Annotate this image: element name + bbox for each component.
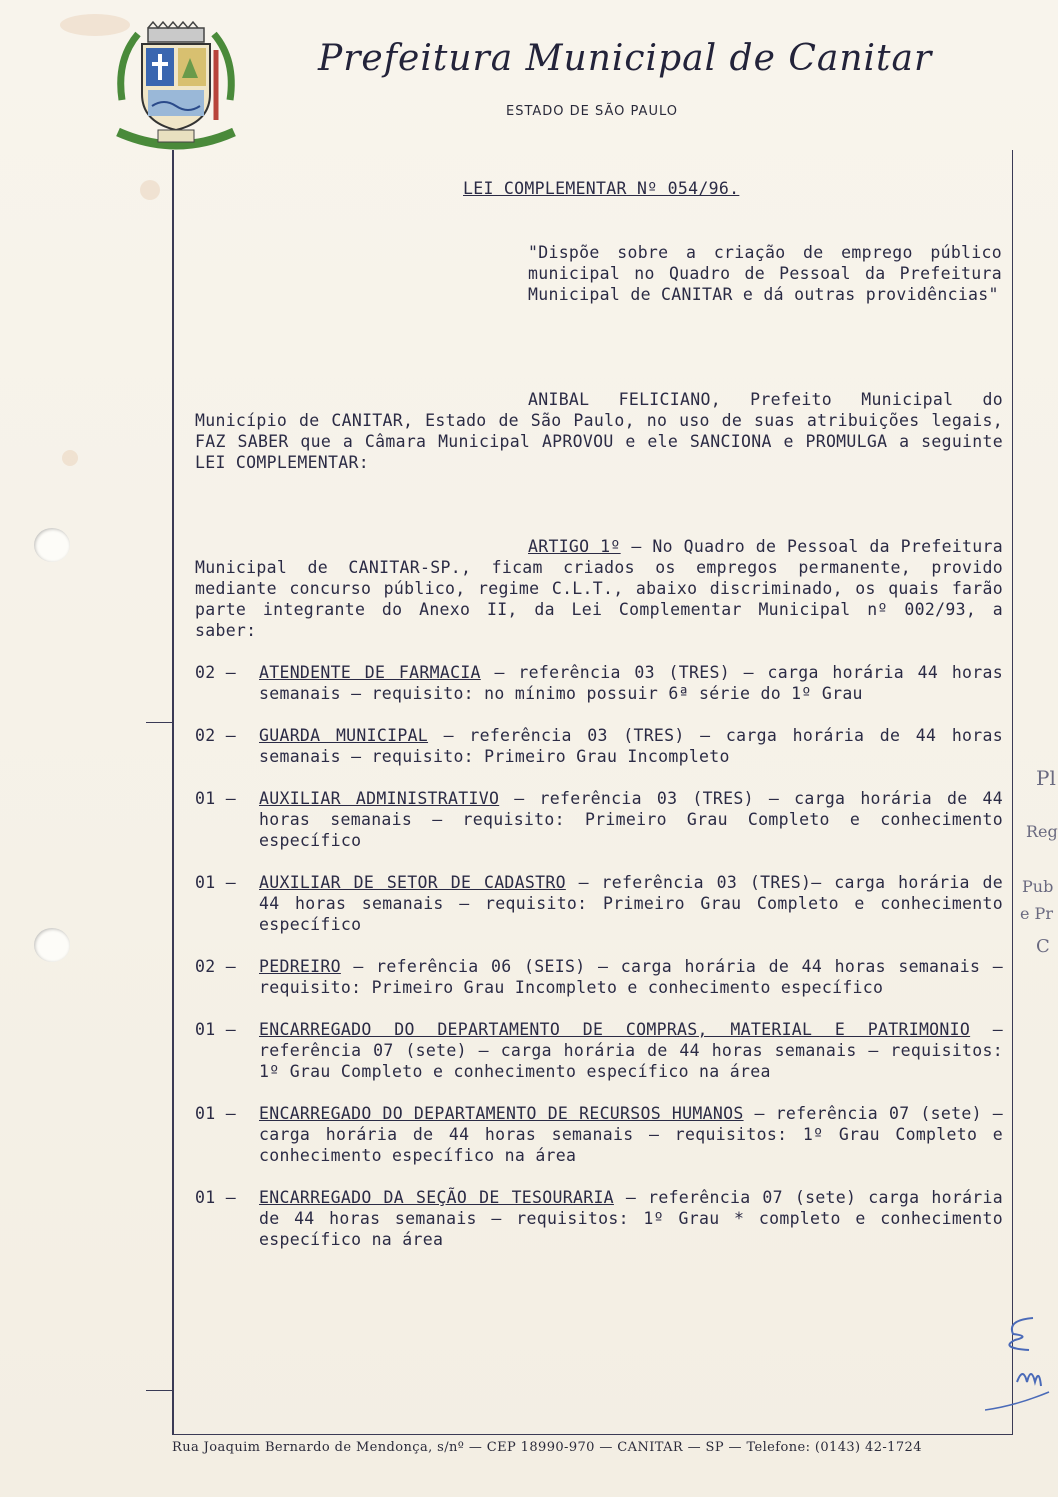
position-details: – referência 03 (TRES) – carga horária de 44 horas semanais – requisito: Primeiro Grau Completo e conhecimento específico <box>259 789 1003 850</box>
position-details: – referência 03 (TRES) – carga horária 44 horas semanais – requisito: no mínimo possuir 6ª série do 1º Grau <box>259 663 1003 703</box>
adjacent-page-fragment: Reg <box>1026 822 1058 841</box>
position-description <box>259 1187 1003 1250</box>
position-description <box>259 872 1003 935</box>
position-qty: 01 – <box>195 873 236 892</box>
bottom-margin-line <box>172 1434 1013 1435</box>
article-1-paragraph <box>195 536 1003 641</box>
municipal-crest-icon <box>112 20 240 150</box>
position-list <box>195 662 1003 1271</box>
list-item <box>195 662 1003 704</box>
law-title: LEI COMPLEMENTAR Nº 054/96. <box>463 179 740 198</box>
position-qty: 01 – <box>195 1104 236 1123</box>
position-details: – referência 03 (TRES) – carga horária de 44 horas semanais – requisito: Primeiro Grau Incompleto <box>259 726 1003 766</box>
list-item <box>195 788 1003 851</box>
position-name: ENCARREGADO DO DEPARTAMENTO DE COMPRAS, MATERIAL E PATRIMONIO <box>259 1020 971 1039</box>
paper-stain <box>62 450 78 466</box>
position-name: AUXILIAR DE SETOR DE CADASTRO <box>259 873 566 892</box>
position-name: ENCARREGADO DA SEÇÃO DE TESOURARIA <box>259 1188 614 1207</box>
adjacent-page-fragment: Pl <box>1036 766 1056 790</box>
list-item <box>195 1187 1003 1250</box>
position-name: ENCARREGADO DO DEPARTAMENTO DE RECURSOS HUMANOS <box>259 1104 744 1123</box>
position-description <box>259 1019 1003 1082</box>
list-item <box>195 1019 1003 1082</box>
margin-tick <box>146 1390 172 1391</box>
adjacent-page-fragment: C <box>1036 936 1050 957</box>
position-details: – referência 07 (sete) – carga horária de 44 horas semanais – requisitos: 1º Grau Completo e conhecimento específico na área <box>259 1020 1004 1081</box>
position-description <box>259 662 1003 704</box>
punch-hole <box>34 928 70 962</box>
position-description <box>259 956 1003 998</box>
right-margin-line <box>1012 150 1013 1435</box>
position-details: – referência 07 (sete) – carga horária de 44 horas semanais – requisitos: 1º Grau Completo e conhecimento específico na área <box>259 1104 1003 1165</box>
position-details: – referência 06 (SEIS) – carga horária de 44 horas semanais – requisito: Primeiro Grau Incompleto e conhecimento específico <box>259 957 1003 997</box>
left-margin-line <box>172 150 174 1435</box>
position-description <box>259 788 1003 851</box>
list-item <box>195 872 1003 935</box>
position-name: ATENDENTE DE FARMACIA <box>259 663 481 682</box>
margin-tick <box>146 722 172 723</box>
position-qty: 01 – <box>195 1020 236 1039</box>
position-qty: 01 – <box>195 1188 236 1207</box>
position-name: AUXILIAR ADMINISTRATIVO <box>259 789 500 808</box>
list-item <box>195 1103 1003 1166</box>
municipality-title: Prefeitura Municipal de Canitar <box>318 38 933 79</box>
position-qty: 02 – <box>195 726 236 745</box>
position-name: PEDREIRO <box>259 957 341 976</box>
article-text: – No Quadro de Pessoal da Prefeitura Municipal de CANITAR-SP., ficam criados os empregos permanente, provido mediante concurso público, regime C.L.T., abaixo discriminado, os quais farão parte integrante do Anexo II, da Lei Complementar Municipal nº 002/93, a saber: <box>195 537 1003 640</box>
state-subtitle: ESTADO DE SÃO PAULO <box>506 104 678 119</box>
list-item <box>195 725 1003 767</box>
preamble-paragraph: ANIBAL FELICIANO, Prefeito Municipal do Município de CANITAR, Estado de São Paulo, no uso de suas atribuições legais, FAZ SABER que a Câmara Municipal APROVOU e ele SANCIONA e PROMULGA a seguinte LEI COMPLEMENTAR: <box>195 390 1003 472</box>
law-summary: "Dispõe sobre a criação de emprego público municipal no Quadro de Pessoal da Prefeitura Municipal de CANITAR e dá outras providências" <box>528 243 1002 304</box>
position-name: GUARDA MUNICIPAL <box>259 726 429 745</box>
position-description <box>259 1103 1003 1166</box>
position-details: – referência 03 (TRES)– carga horária de 44 horas semanais – requisito: Primeiro Grau Completo e conhecimento específico <box>259 873 1003 934</box>
position-description <box>259 725 1003 767</box>
list-item <box>195 956 1003 998</box>
position-qty: 02 – <box>195 663 236 682</box>
position-qty: 02 – <box>195 957 236 976</box>
article-label: ARTIGO 1º <box>528 537 621 556</box>
punch-hole <box>34 528 70 562</box>
paper-stain <box>140 180 160 200</box>
adjacent-page-fragment: e Pr <box>1020 904 1053 923</box>
adjacent-page-fragment: Pub <box>1022 877 1054 896</box>
footer-address: Rua Joaquim Bernardo de Mendonça, s/nº — CEP 18990-970 — CANITAR — SP — Telefone: (0143) 42-1724 <box>172 1440 922 1455</box>
position-details: – referência 07 (sete) carga horária de 44 horas semanais – requisitos: 1º Grau * completo e conhecimento específico na área <box>259 1188 1004 1249</box>
signature-initials-icon <box>985 1310 1055 1420</box>
position-qty: 01 – <box>195 789 236 808</box>
